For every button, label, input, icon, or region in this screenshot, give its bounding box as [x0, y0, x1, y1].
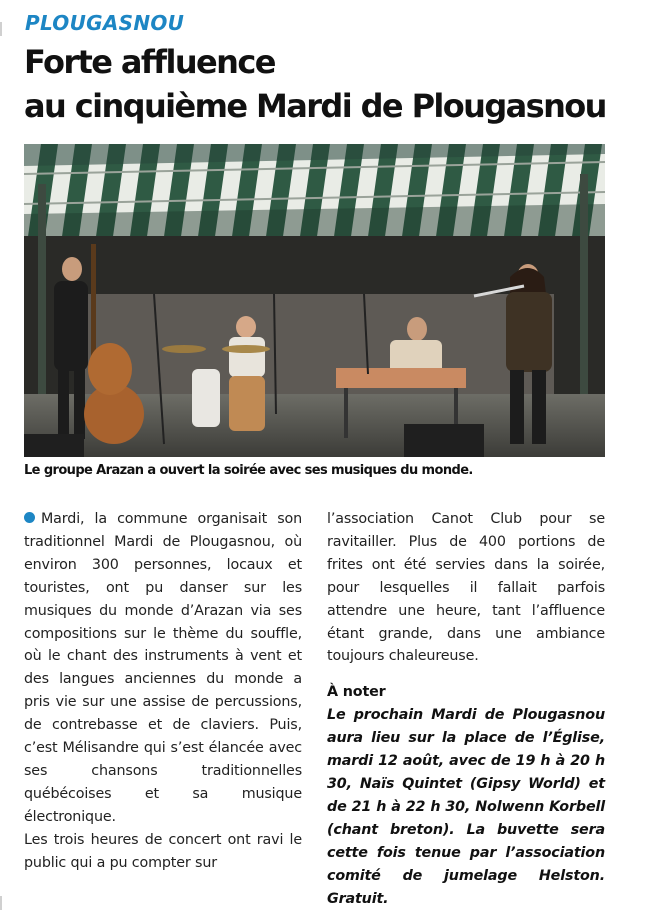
headline-line-2: au cinquième Mardi de Plougasnou — [24, 87, 606, 125]
body-paragraph-2-continued: l’association Canot Club pour se ravitailler. Plus de 400 portions de frites ont été servies dans la soirée, pour lesquelles il fallait parfois attendre une heure, tant l’affluence étant grande, dans une ambiance toujours chaleureuse. — [327, 511, 605, 665]
body-paragraph-1 — [24, 508, 302, 829]
article-headline — [24, 40, 624, 128]
page-edge-mark — [0, 22, 2, 36]
concert-photo — [24, 144, 605, 457]
headline-line-1: Forte affluence — [24, 43, 275, 81]
body-paragraph-2: Les trois heures de concert ont ravi le public qui a pu compter sur — [24, 831, 302, 871]
page-edge-mark — [0, 896, 2, 910]
note-heading: À noter — [327, 684, 386, 701]
section-kicker: PLOUGASNOU — [25, 11, 185, 35]
article-column-left — [24, 508, 302, 875]
body-paragraph-1-text: Mardi, la commune organisait son traditionnel Mardi de Plougasnou, où environ 300 personnes, locaux et touristes, ont pu danser sur les musiques du monde d’Arazan via ses compositions sur le thème du souffle, où le chant des instruments à vent et des langues anciennes du monde a pris vie sur une assise de percussions, de contrebasse et de claviers. Puis, c’est Mélisandre qui s’est élancée avec ses chansons traditionnelles québécoises et sa musique électronique. — [24, 511, 302, 825]
photo-caption: Le groupe Arazan a ouvert la soirée avec ses musiques du monde. — [24, 463, 473, 478]
note-body: Le prochain Mardi de Plougasnou aura lieu sur la place de l’Église, mardi 12 août, avec de 19 h à 20 h 30, Naïs Quintet (Gipsy World) et de 21 h à 22 h 30, Nolwenn Korbell (chant breton). La buvette sera cette fois tenue par l’association comité de jumelage Helston. Gratuit. — [327, 707, 605, 907]
bullet-dot-icon — [24, 512, 35, 523]
article-column-right — [327, 508, 605, 910]
